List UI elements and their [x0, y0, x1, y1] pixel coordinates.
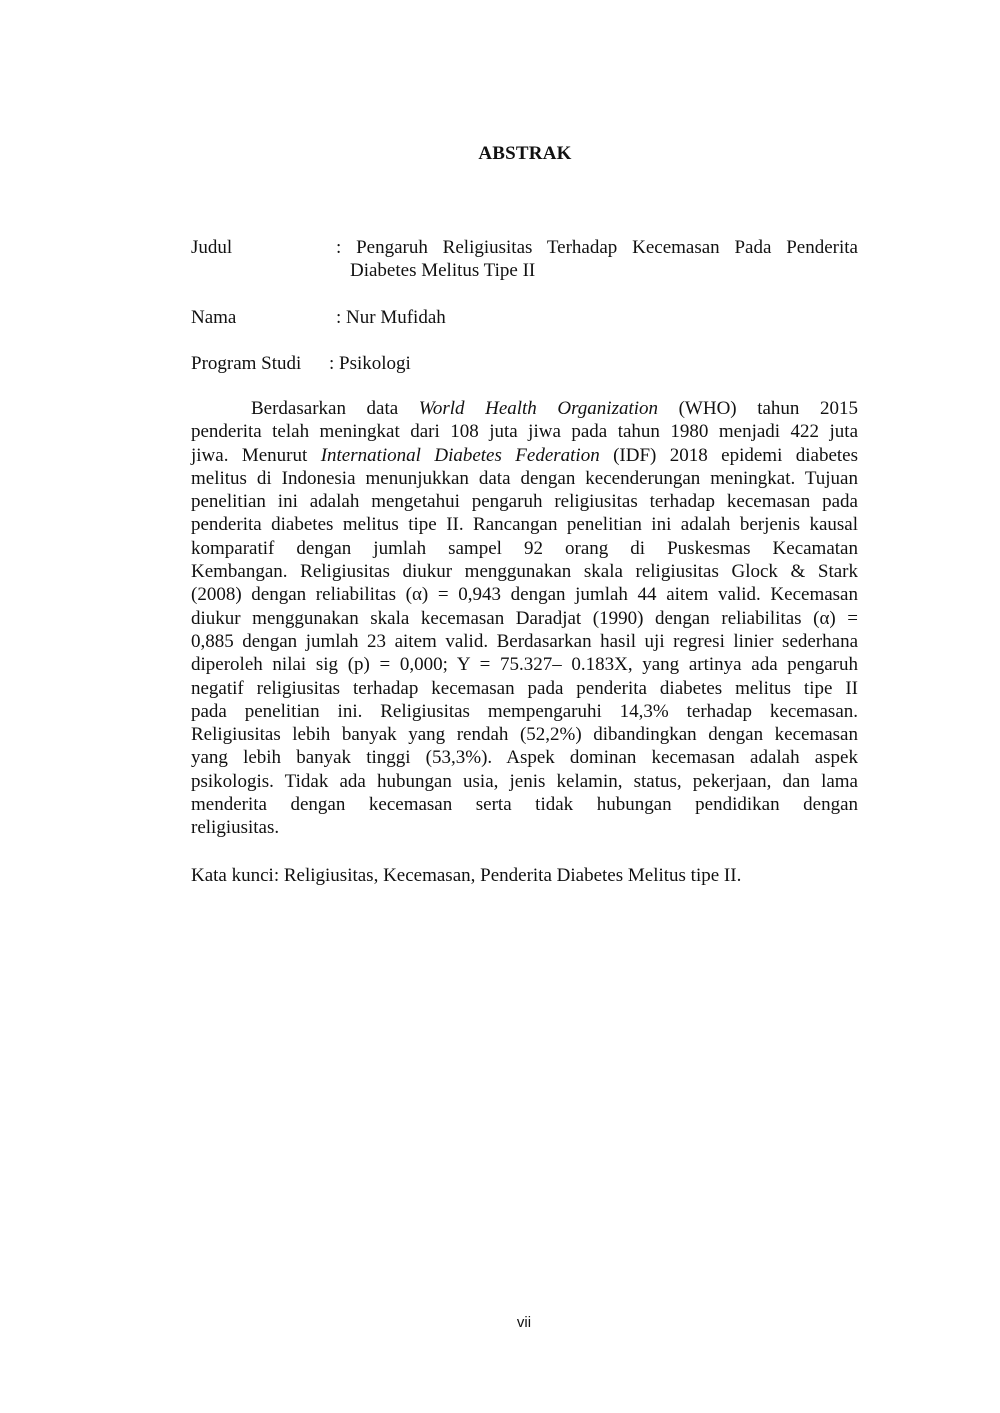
abstract-line: [191, 630, 858, 653]
abstract-line: [191, 444, 858, 467]
abstract-text: pada penelitian ini. Religiusitas mempengaruhi 14,3% terhadap kecemasan.: [191, 700, 858, 722]
abstract-line: [191, 420, 858, 443]
abstract-text: penderita diabetes melitus tipe II. Rancangan penelitian ini adalah berjenis kausal: [191, 514, 858, 536]
abstract-text: penelitian ini adalah mengetahui pengaruh religiusitas terhadap kecemasan pada: [191, 491, 858, 513]
abstract-text: jiwa. Menurut: [191, 444, 321, 466]
name-value: : Nur Mufidah: [336, 307, 446, 328]
page-number: vii: [516, 1314, 532, 1331]
abstract-italic-term: International Diabetes Federation: [320, 444, 600, 466]
program-label: Program Studi: [191, 353, 302, 374]
abstract-text: Kembangan. Religiusitas diukur menggunakan skala religiusitas Glock & Stark: [191, 561, 858, 583]
abstract-text: diperoleh nilai sig (p) = 0,000; Y = 75.327– 0.183X, yang artinya ada pengaruh: [191, 654, 858, 676]
abstract-text: negatif religiusitas terhadap kecemasan pada penderita diabetes melitus tipe II: [191, 677, 858, 699]
page-title: ABSTRAK: [478, 143, 572, 164]
abstract-line: [191, 746, 858, 769]
keywords: Kata kunci: Religiusitas, Kecemasan, Penderita Diabetes Melitus tipe II.: [191, 865, 742, 886]
program-value: : Psikologi: [329, 353, 411, 374]
name-label: Nama: [191, 307, 237, 328]
abstract-text: yang lebih banyak tinggi (53,3%). Aspek dominan kecemasan adalah aspek: [191, 747, 858, 769]
title-label: Judul: [191, 237, 233, 258]
abstract-text: Berdasarkan data: [251, 398, 419, 419]
abstract-text: 0,885 dengan jumlah 23 aitem valid. Berdasarkan hasil uji regresi linier sederhana: [191, 630, 858, 652]
title-value-continued: Diabetes Melitus Tipe II: [350, 260, 536, 281]
abstract-text: menderita dengan kecemasan serta tidak hubungan pendidikan dengan: [191, 794, 858, 816]
abstract-line: [191, 700, 858, 723]
abstract-line: [191, 607, 858, 630]
title-value: : Pengaruh Religiusitas Terhadap Kecemasan Pada Penderita: [336, 237, 858, 258]
abstract-line: [191, 513, 858, 536]
abstract-line: [191, 560, 858, 583]
abstract-line: [191, 583, 858, 606]
abstract-text: penderita telah meningkat dari 108 juta jiwa pada tahun 1980 menjadi 422 juta: [191, 421, 858, 443]
abstract-line: [191, 723, 858, 746]
abstract-line: [191, 770, 858, 793]
abstract-line: [191, 490, 858, 513]
abstract-text: (2008) dengan reliabilitas (α) = 0,943 dengan jumlah 44 aitem valid. Kecemasan: [191, 584, 858, 606]
abstract-text: diukur menggunakan skala kecemasan Daradjat (1990) dengan reliabilitas (α) =: [191, 607, 858, 629]
abstract-line: [191, 677, 858, 700]
abstract-line: [191, 653, 858, 676]
abstract-line: [191, 537, 858, 560]
abstract-line: [191, 397, 858, 420]
abstract-line: [191, 793, 858, 816]
abstract-text: melitus di Indonesia menunjukkan data dengan kecenderungan meningkat. Tujuan: [191, 467, 858, 489]
abstract-text: religiusitas.: [191, 817, 280, 839]
abstract-text: komparatif dengan jumlah sampel 92 orang di Puskesmas Kecamatan: [191, 537, 858, 559]
abstract-line: [191, 467, 858, 490]
abstract-italic-term: World Health Organization: [418, 398, 659, 419]
abstract-text: (WHO) tahun 2015: [658, 398, 859, 419]
abstract-text: Religiusitas lebih banyak yang rendah (52,2%) dibandingkan dengan kecemasan: [191, 724, 858, 746]
abstract-body: [191, 397, 858, 840]
abstract-line: [191, 816, 858, 839]
abstract-text: (IDF) 2018 epidemi diabetes: [599, 444, 858, 466]
abstract-text: psikologis. Tidak ada hubungan usia, jenis kelamin, status, pekerjaan, dan lama: [191, 770, 858, 792]
